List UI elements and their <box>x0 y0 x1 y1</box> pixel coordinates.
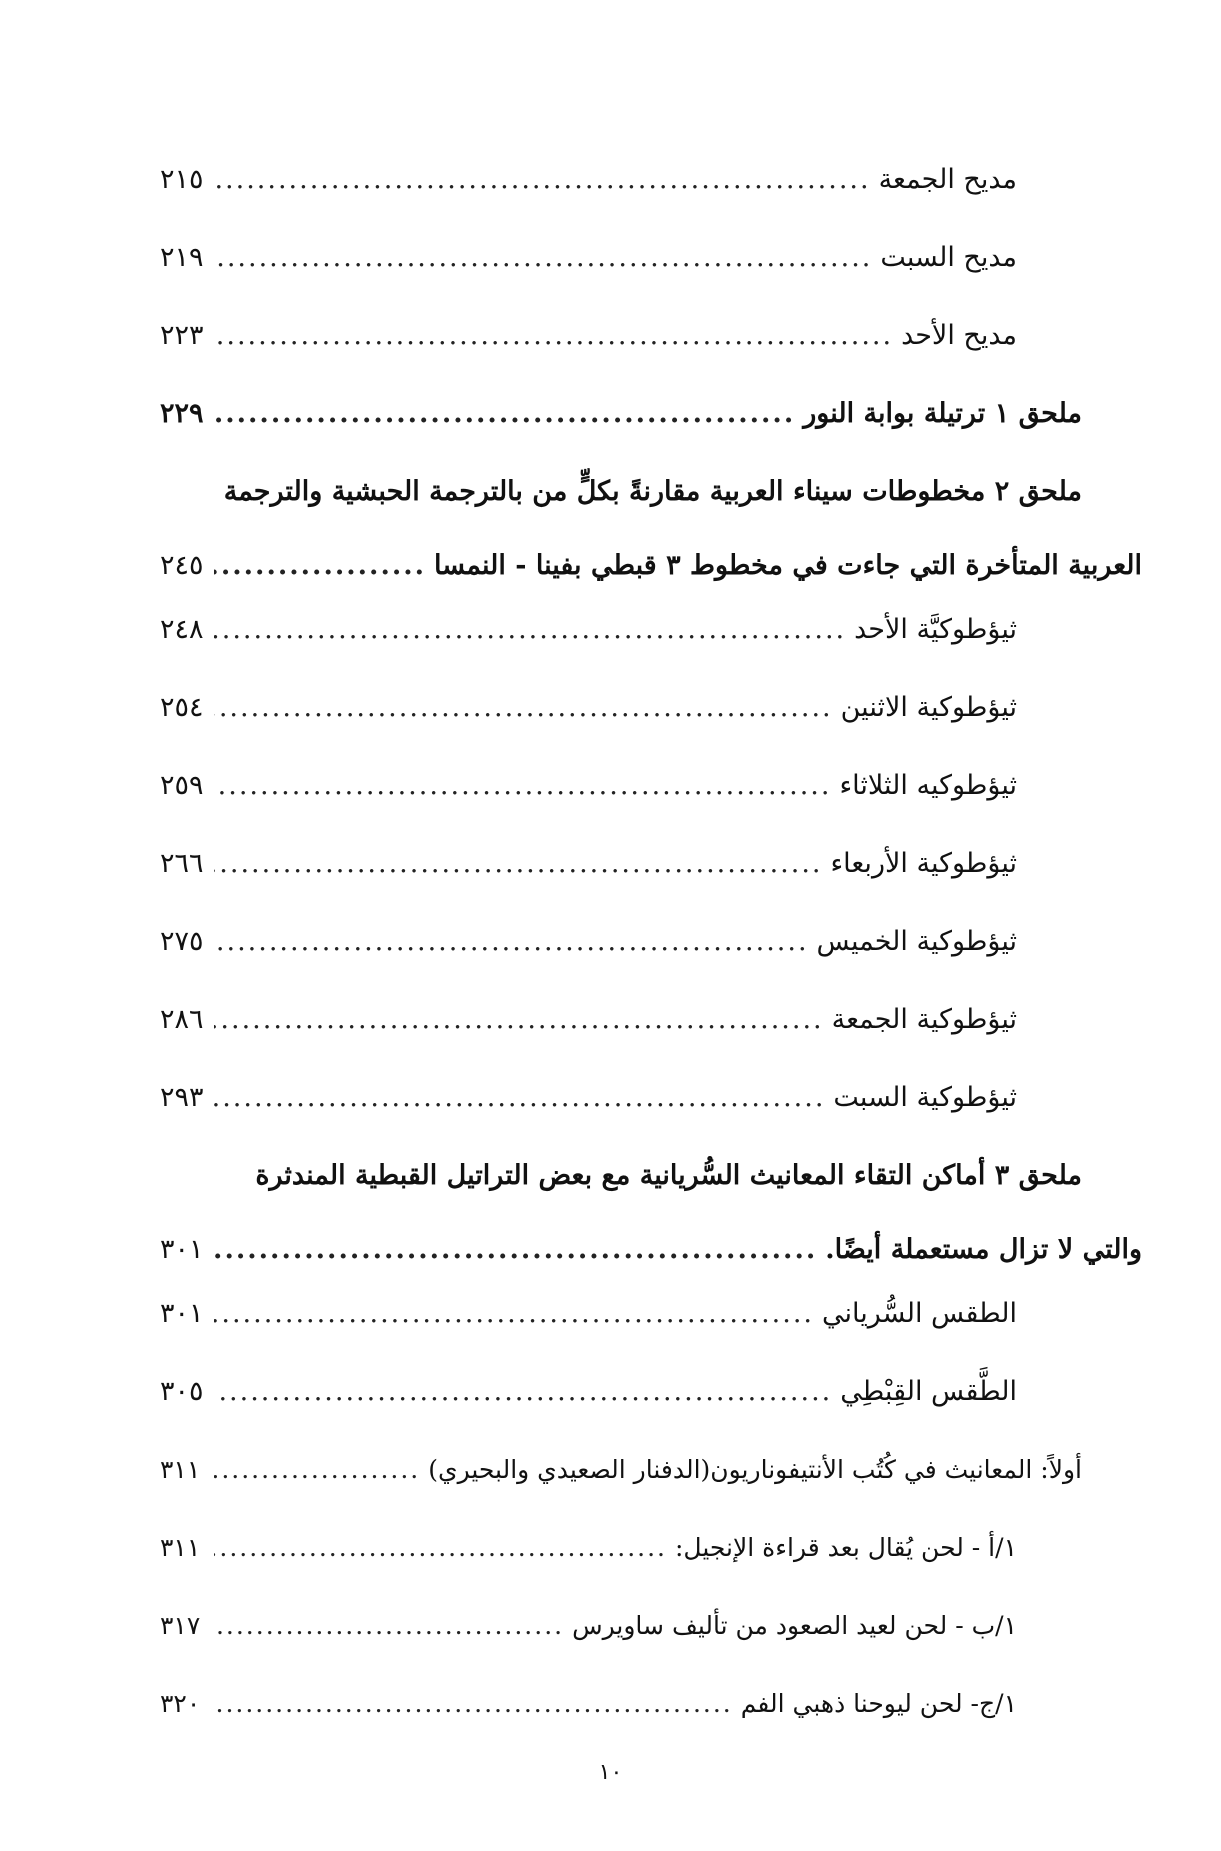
dot-leader <box>214 394 795 434</box>
dot-leader <box>214 1000 824 1040</box>
dot-leader <box>214 1606 564 1646</box>
toc-entry <box>160 1450 1082 1528</box>
dot-leader <box>214 1078 825 1118</box>
toc-entry <box>160 1372 1082 1450</box>
toc-entry-page: ٢١٩ <box>160 242 204 273</box>
toc-entry-title: مديح الجمعة <box>878 164 1017 195</box>
toc-entry <box>160 766 1082 844</box>
toc-entry <box>160 316 1082 394</box>
toc-entry-page: ٢٤٨ <box>160 614 204 645</box>
toc-entry <box>160 238 1082 316</box>
toc-entry-page: ٢٢٩ <box>160 398 204 429</box>
toc-entry-page: ٢١٥ <box>160 164 204 195</box>
toc-entry-page: ٣٢٠ <box>160 1689 201 1718</box>
dot-leader <box>214 1294 814 1334</box>
toc-entry-line2 <box>160 546 1142 598</box>
table-of-contents <box>160 160 1142 1762</box>
toc-entry-page: ٣١٧ <box>160 1611 201 1640</box>
dot-leader <box>214 844 822 884</box>
toc-entry <box>160 1000 1082 1078</box>
toc-entry-page: ٣٠١ <box>160 1234 204 1265</box>
dot-leader <box>214 316 893 356</box>
dot-leader <box>214 688 833 728</box>
dot-leader <box>214 1450 420 1490</box>
dot-leader <box>214 1230 817 1270</box>
toc-entry <box>160 1294 1082 1372</box>
dot-leader <box>214 1528 667 1568</box>
dot-leader <box>214 610 846 650</box>
toc-entry-title-line1: ملحق ٣ أماكن التقاء المعانيث السُّريانية مع بعض التراتيل القبطية المندثرة <box>255 1160 1082 1191</box>
toc-entry-title: أولاً: المعانيث في كُتُب الأنتيفوناريون(الدفنار الصعيدي والبحيري) <box>428 1455 1082 1484</box>
dot-leader <box>214 1684 733 1724</box>
toc-entry-title: الطَّقس القِبْطِي <box>840 1376 1017 1407</box>
toc-entry-appendix <box>160 394 1082 472</box>
toc-entry-title: مديح السبت <box>880 242 1017 273</box>
toc-entry-line2 <box>160 1230 1142 1282</box>
toc-entry-page: ٣١١ <box>160 1533 201 1562</box>
toc-entry-page: ٣٠٥ <box>160 1376 204 1407</box>
toc-entry-page: ٢٥٩ <box>160 770 204 801</box>
toc-entry <box>160 1528 1082 1606</box>
toc-entry-title: ١/ب - لحن لعيد الصعود من تأليف ساويرس <box>572 1611 1017 1640</box>
toc-entry-page: ٢٥٤ <box>160 692 204 723</box>
toc-entry-title-line1: ملحق ٢ مخطوطات سيناء العربية مقارنةً بكلٍّ من بالترجمة الحبشية والترجمة <box>223 476 1082 507</box>
toc-entry-title: ثيؤطوكية الجمعة <box>831 1004 1017 1035</box>
dot-leader <box>214 766 831 806</box>
dot-leader <box>214 1372 832 1412</box>
toc-entry-title: ثيؤطوكيه الثلاثاء <box>839 770 1017 801</box>
toc-entry <box>160 922 1082 1000</box>
toc-entry-title: ثيؤطوكية الأربعاء <box>830 848 1017 879</box>
toc-entry-page: ٢٩٣ <box>160 1082 204 1113</box>
dot-leader <box>214 160 871 200</box>
toc-entry <box>160 844 1082 922</box>
toc-entry <box>160 1606 1082 1684</box>
dot-leader <box>214 922 809 962</box>
toc-entry-appendix <box>160 1156 1142 1282</box>
toc-entry <box>160 610 1082 688</box>
page-number: ١٠ <box>598 1760 623 1785</box>
toc-entry-title: ثيؤطوكية الخميس <box>816 926 1017 957</box>
toc-entry-title: مديح الأحد <box>901 320 1017 351</box>
toc-entry-title-line2: والتي لا تزال مستعملة أيضًا. <box>825 1234 1142 1265</box>
toc-entry-title: ١/ج- لحن ليوحنا ذهبي الفم <box>740 1689 1017 1718</box>
dot-leader <box>214 238 872 278</box>
toc-entry-page: ٣٠١ <box>160 1298 204 1329</box>
toc-entry <box>160 160 1082 238</box>
toc-entry-title: ملحق ١ ترتيلة بوابة النور <box>803 398 1082 429</box>
toc-entry-title: ١/أ - لحن يُقال بعد قراءة الإنجيل: <box>675 1533 1017 1562</box>
toc-entry-page: ٣١١ <box>160 1455 201 1484</box>
toc-entry-title-line2: العربية المتأخرة التي جاءت في مخطوط ٣ قبطي بفينا - النمسا <box>434 550 1142 581</box>
toc-entry-title: ثيؤطوكية الاثنين <box>840 692 1017 723</box>
toc-entry-page: ٢٢٣ <box>160 320 204 351</box>
dot-leader <box>214 546 426 586</box>
toc-entry-appendix <box>160 472 1142 598</box>
toc-entry-page: ٢٦٦ <box>160 848 204 879</box>
toc-entry-page: ٢٤٥ <box>160 550 204 581</box>
toc-entry-title: الطقس السُّرياني <box>821 1298 1017 1329</box>
toc-entry <box>160 1078 1082 1156</box>
toc-entry <box>160 688 1082 766</box>
toc-entry-page: ٢٨٦ <box>160 1004 204 1035</box>
toc-entry-title: ثيؤطوكيَّة الأحد <box>854 614 1017 645</box>
toc-entry-page: ٢٧٥ <box>160 926 204 957</box>
toc-entry <box>160 1684 1082 1762</box>
toc-entry-title: ثيؤطوكية السبت <box>833 1082 1017 1113</box>
